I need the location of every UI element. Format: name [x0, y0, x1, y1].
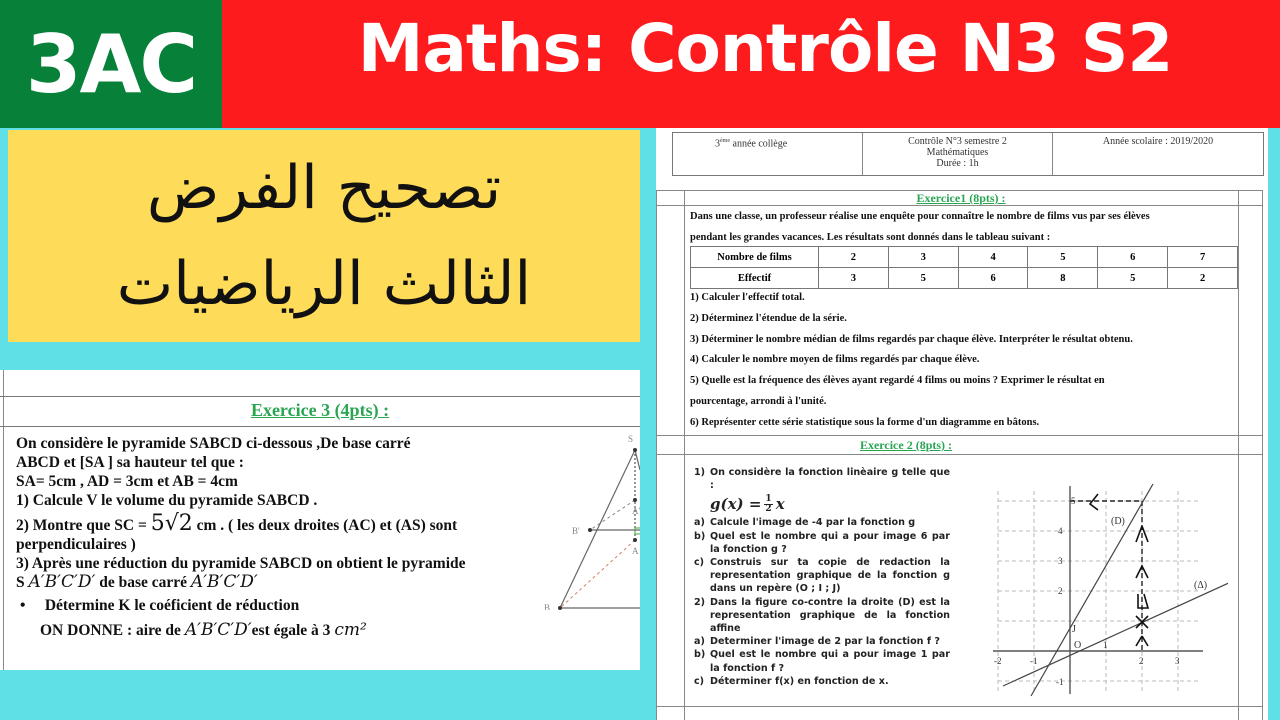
frac-num: 1 — [765, 493, 772, 504]
ex2-label: 1) — [694, 467, 706, 478]
table-cell: 5 — [1098, 268, 1168, 289]
ex3-s: S — [16, 574, 29, 591]
x-tick: 2 — [1139, 656, 1144, 666]
ex1-intro-line2: pendant les grandes vacances. Les résultats sont donnés dans le tableau suivant : — [690, 232, 1051, 243]
y-tick: 2 — [1058, 586, 1063, 596]
ex3-given-prefix: ON DONNE : aire de — [40, 622, 185, 639]
divider — [0, 396, 640, 397]
ex2-label: a) — [694, 636, 705, 648]
label-A-prime: A' — [632, 506, 640, 516]
header-exam-line1: Contrôle N°3 semestre 2 — [908, 136, 1007, 147]
table-header: Effectif — [691, 268, 819, 289]
films-table — [690, 246, 1238, 289]
label-A: A — [632, 546, 639, 556]
question: 3) Déterminer le nombre médian de films regardés par chaque élève. Interpréter le résultat obtenu. — [690, 333, 1133, 345]
y-tick: 3 — [1058, 556, 1063, 566]
ex2-item — [694, 635, 950, 648]
ex2-item — [694, 530, 950, 556]
exercise3-body — [16, 434, 516, 640]
formula-lhs: g(x) = — [710, 494, 762, 513]
ex3-math: A′B′C′D′ — [28, 572, 96, 592]
divider — [656, 706, 1262, 707]
level-badge-text: 3AC — [25, 17, 197, 111]
page-title: Maths: Contrôle N3 S2 — [357, 10, 1173, 87]
ex2-item — [694, 648, 950, 674]
exercise1-title: Exercice1 (8pts) : — [916, 191, 1006, 205]
ex2-text: Déterminer f(x) en fonction de x. — [710, 675, 889, 687]
table-cell: 2 — [819, 247, 889, 268]
ex3-q3-line2 — [16, 573, 516, 592]
ex3-line: On considère le pyramide SABCD ci-dessous ,De base carré — [16, 435, 411, 452]
ex2-text: Dans la figure co-contre la droite (D) est la representation graphique de la fonction affine — [710, 596, 950, 635]
divider — [0, 426, 640, 427]
ex2-text: Calcule l'image de -4 par la fonction g — [710, 517, 916, 529]
ex2-item — [694, 516, 950, 529]
ex2-text: Quel est le nombre qui a pour image 1 par la fonction f ? — [710, 649, 950, 674]
ex3-line: 1) Calcule V le volume du pyramide SABCD . — [16, 492, 318, 509]
line-D-label: (D) — [1111, 516, 1125, 527]
question: 6) Représenter cette série statistique sous la forme d'un diagramme en bâtons. — [690, 416, 1040, 428]
table-row — [691, 247, 1238, 268]
origin-label: O — [1074, 640, 1082, 651]
ex3-math: A′B′C′D′ — [184, 620, 252, 640]
ex3-q2 — [16, 511, 516, 536]
label-B: B — [544, 603, 551, 610]
arabic-title-line1: تصحيح الفرض — [146, 153, 502, 223]
question: 4) Calculer le nombre moyen de films regardés par chaque élève. — [690, 354, 980, 366]
j-label: J — [1072, 624, 1076, 635]
frame-line — [656, 190, 657, 720]
level-badge — [0, 0, 222, 128]
divider — [656, 435, 1262, 436]
x-tick: -2 — [994, 656, 1002, 666]
ex2-text: Quel est le nombre qui a pour image 6 par la fonction g ? — [710, 530, 950, 555]
frame-line — [1262, 190, 1263, 720]
ex2-item — [694, 556, 950, 596]
exercise1-intro — [690, 206, 1240, 248]
table-row — [691, 268, 1238, 289]
arabic-title-line2: الثالث الرياضيات — [116, 249, 532, 319]
ex2-label: b) — [694, 649, 706, 661]
exercise3-document — [0, 370, 640, 670]
ex2-label: c) — [694, 675, 705, 687]
header-exam-line2: Mathématiques — [926, 147, 989, 158]
ex3-q2-prefix: 2) Montre que SC = — [16, 517, 151, 534]
table-cell: 2 — [1168, 268, 1238, 289]
ex2-text: On considère la fonction linèaire g telle que : — [710, 467, 950, 492]
ex3-mid: de base carré — [95, 574, 191, 591]
x-tick: 3 — [1175, 656, 1180, 666]
ex3-line: perpendiculaires ) — [16, 536, 136, 553]
ex2-label: 2) — [694, 596, 706, 608]
exercise2-body — [694, 466, 950, 688]
ex3-q2-suffix: cm . ( les deux droites (AC) et (AS) sont — [192, 517, 458, 534]
x-tick: -1 — [1030, 656, 1038, 666]
ex3-bullet: • Détermine K le coéficient de réduction — [20, 597, 300, 614]
table-header: Nombre de films — [691, 247, 819, 268]
question: pourcentage, arrondi à l'unité. — [690, 395, 827, 407]
ex2-label: b) — [694, 530, 706, 542]
pyramid-figure — [540, 430, 640, 610]
divider — [656, 454, 1262, 455]
ex3-unit: cm² — [334, 620, 367, 640]
title-banner — [222, 0, 1280, 128]
exam-document — [656, 128, 1280, 720]
fraction — [764, 495, 772, 514]
ex1-intro-line1: Dans une classe, un professeur réalise une enquête pour connaître le nombre de films vus par ses élèves — [690, 211, 1150, 222]
ex2-text: Construis sur ta copie de redaction la representation graphique de la fonction g dans un repère (O ; I ; J) — [710, 557, 950, 595]
exercise2-title: Exercice 2 (8pts) : — [859, 438, 953, 452]
ex2-label: c) — [694, 557, 705, 569]
exercise1-questions — [690, 288, 1240, 434]
table-cell: 6 — [1098, 247, 1168, 268]
level-sup: ème — [720, 138, 730, 144]
table-cell: 7 — [1168, 247, 1238, 268]
ex2-item — [694, 675, 950, 688]
table-cell: 3 — [888, 247, 958, 268]
level-num: 3 — [715, 138, 720, 150]
label-S: S — [628, 434, 634, 444]
background-strip — [1268, 128, 1280, 720]
function-graph — [978, 466, 1228, 698]
label-B-prime: B' — [572, 526, 580, 536]
ex3-line: ABCD et [SA ] sa hauteur tel que : — [16, 454, 244, 471]
ex3-line: 3) Après une réduction du pyramide SABCD on obtient le pyramide — [16, 555, 466, 572]
ex3-line: SA= 5cm , AD = 3cm et AB = 4cm — [16, 473, 238, 490]
header-exam-line3: Durée : 1h — [936, 158, 979, 169]
ex2-q1 — [694, 466, 950, 492]
frame-line — [684, 190, 685, 720]
ex3-given-suffix: est égale à 3 — [251, 622, 335, 639]
line-delta-label: (Δ) — [1194, 580, 1208, 591]
header-level — [673, 133, 863, 175]
table-cell: 6 — [958, 268, 1028, 289]
frame-line — [1238, 190, 1239, 720]
question: 1) Calculer l'effectif total. — [690, 292, 805, 303]
header-exam — [863, 133, 1053, 175]
ex2-text: Determiner l'image de 2 par la fonction f ? — [710, 636, 940, 648]
frac-den: 2 — [765, 503, 772, 514]
ex2-formula — [694, 492, 950, 516]
y-tick: 5 — [1071, 496, 1076, 506]
ex3-q2-math: 5√2 — [150, 511, 193, 536]
header-school-year: Année scolaire : 2019/2020 — [1102, 136, 1214, 147]
table-cell: 5 — [1028, 247, 1098, 268]
question: 5) Quelle est la fréquence des élèves ayant regardé 4 films ou moins ? Exprimer le résultat en — [690, 375, 1105, 387]
table-cell: 3 — [819, 268, 889, 289]
y-tick: 4 — [1058, 526, 1063, 536]
table-cell: 4 — [958, 247, 1028, 268]
ex3-bullet-text: Détermine K le coéficient de réduction — [44, 597, 300, 614]
question: 2) Déterminez l'étendue de la série. — [690, 312, 847, 324]
ex3-given — [16, 621, 516, 640]
exercise3-title: Exercice 3 (4pts) : — [250, 400, 390, 420]
y-tick: -1 — [1056, 677, 1064, 687]
x-tick: 1 — [1103, 640, 1108, 650]
table-cell: 8 — [1028, 268, 1098, 289]
ex3-math: A′B′C′D′ — [190, 572, 258, 592]
ex2-item — [694, 596, 950, 636]
formula-var: x — [775, 494, 785, 513]
level-rest: année collège — [730, 138, 788, 150]
arabic-title-box — [8, 130, 640, 342]
exam-header-table — [672, 132, 1264, 176]
ex2-label: a) — [694, 517, 705, 529]
table-cell: 5 — [888, 268, 958, 289]
